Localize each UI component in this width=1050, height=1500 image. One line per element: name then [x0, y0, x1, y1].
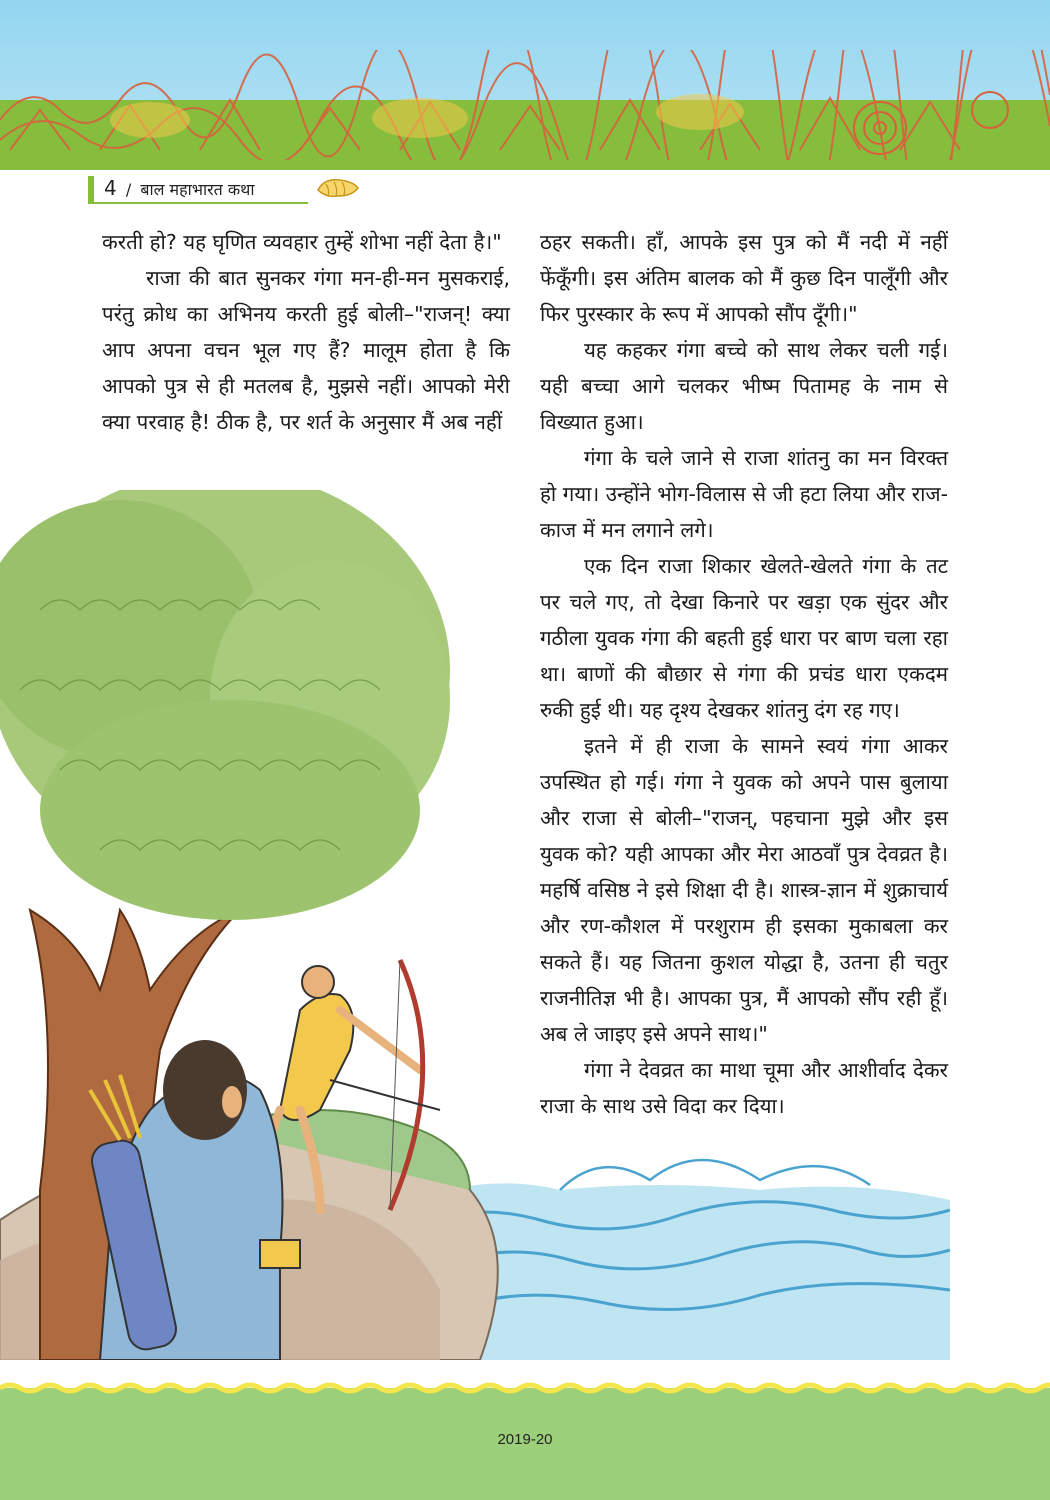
decorative-banner — [0, 0, 1050, 170]
paragraph: इतने में ही राजा के सामने स्वयं गंगा आकर उपस्थित हो गई। गंगा ने युवक को अपने पास बुलाया और राजा से बोली–"राजन्, पहचाना मुझे और इस युवक को? यही आपका और मेरा आठवाँ पुत्र देवव्रत है। महर्षि वसिष्ठ ने इसे शिक्षा दी है। शास्त्र-ज्ञान में शुक्राचार्य और रण-कौशल में परशुराम ही इसका मुकाबला कर सकते हैं। यह जितना कुशल योद्धा है, उतना ही चतुर राजनीतिज्ञ भी है। आपका पुत्र, मैं आपको सौंप रही हूँ। अब ले जाइए इसे अपने साथ।" — [540, 734, 948, 1046]
running-head — [104, 176, 255, 202]
footer-year: 2019-20 — [497, 1431, 553, 1448]
book-title: बाल महाभारत कथा — [140, 180, 255, 199]
footer-wavy-stripe — [0, 1380, 1050, 1396]
paragraph: यह कहकर गंगा बच्चे को साथ लेकर चली गई। यही बच्चा आगे चलकर भीष्म पितामह के नाम से विख्यात हुआ। — [540, 338, 948, 434]
paragraph: गंगा ने देवव्रत का माथा चूमा और आशीर्वाद देकर राजा के साथ उसे विदा कर दिया। — [540, 1058, 948, 1118]
running-head-separator: / — [125, 180, 132, 199]
paragraph: गंगा के चले जाने से राजा शांतनु का मन विरक्त हो गया। उन्होंने भोग-विलास से जी हटा लिया और राज-काज में मन लगाने लगे। — [540, 446, 948, 542]
text-column-left — [102, 224, 510, 440]
paragraph: एक दिन राजा शिकार खेलते-खेलते गंगा के तट पर चले गए, तो देखा किनारे पर खड़ा एक सुंदर और गठीला युवक गंगा की बहती हुई धारा पर बाण चला रहा था। बाणों की बौछार से गंगा की प्रचंड धारा एकदम रुकी हुई थी। यह दृश्य देखकर शांतनु दंग रह गए। — [540, 554, 948, 722]
paragraph: राजा की बात सुनकर गंगा मन-ही-मन मुसकराई, परंतु क्रोध का अभिनय करती हुई बोली–"राजन्! क्या आप अपना वचन भूल गए हैं? मालूम होता है कि आपको पुत्र से ही मतलब है, मुझसे नहीं। आपको मेरी क्या परवाह है! ठीक है, पर शर्त के अनुसार मैं अब नहीं — [102, 266, 510, 434]
paragraph: ठहर सकती। हाँ, आपके इस पुत्र को मैं नदी में नहीं फेंकूँगी। इस अंतिम बालक को मैं कुछ दिन पालूँगी और फिर पुरस्कार के रूप में आपको सौंप दूँगी।" — [540, 230, 948, 326]
page-number: 4 — [104, 176, 117, 200]
text-column-right — [540, 224, 948, 1124]
running-head-tab — [88, 176, 94, 202]
paragraph: करती हो? यह घृणित व्यवहार तुम्हें शोभा नहीं देता है।" — [102, 230, 502, 254]
banner-battle-frieze — [0, 50, 1050, 160]
conch-icon — [314, 174, 362, 202]
